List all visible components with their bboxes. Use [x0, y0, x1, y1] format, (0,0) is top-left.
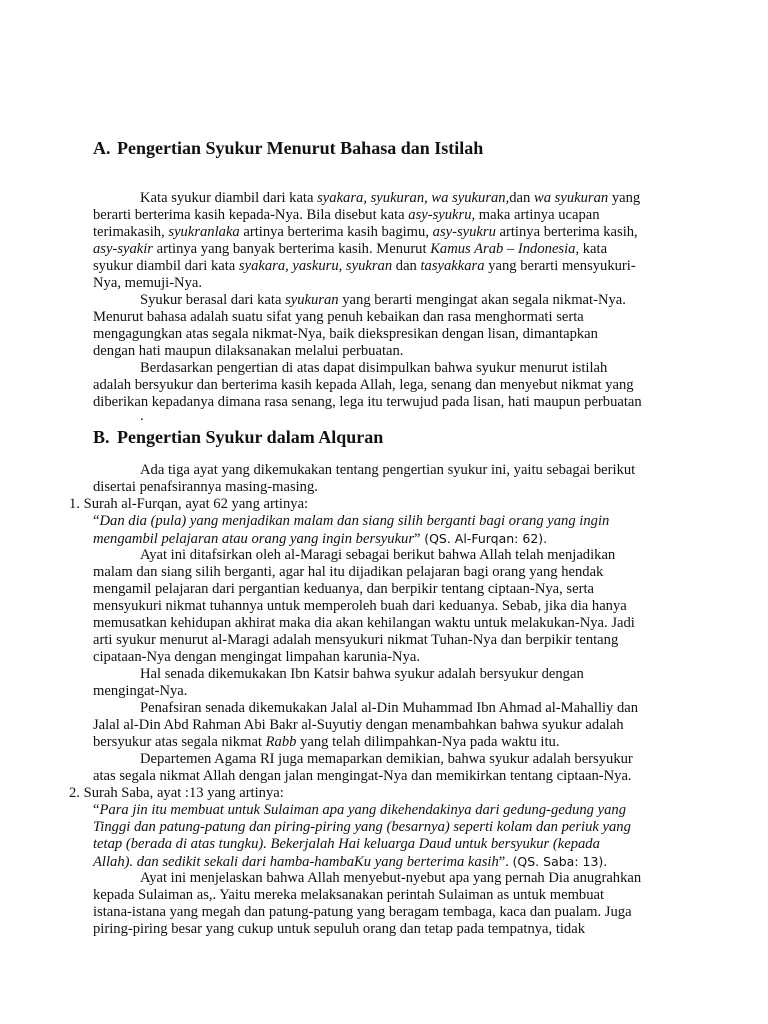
body-line	[93, 649, 420, 666]
text-run: tasyakkara	[420, 258, 485, 274]
text-run: tetap (berada di atas tungku). Bekerjalah Hai keluarga Daud untuk bersyukur (kepada	[93, 836, 600, 852]
text-run: mengamil pelajaran dari pergantian keduanya, dan berpikir tentang ciptaan-Nya, serta	[93, 581, 594, 597]
text-run: istana-istana yang megah dan patung-patung yang beragam tembaga, kaca dan pualam. Juga	[93, 904, 632, 920]
body-line	[93, 581, 594, 598]
quote-line	[93, 819, 631, 836]
text-run: Kata syukur diambil dari kata	[140, 190, 318, 206]
text-run: Para jin itu membuat untuk Sulaiman apa yang dikehendakinya dari gedung-gedung yang	[99, 802, 626, 818]
section-a-title: Pengertian Syukur Menurut Bahasa dan Istilah	[117, 138, 484, 158]
quote-line	[93, 530, 547, 548]
text-run: Syukur berasal dari kata	[140, 292, 286, 308]
text-run: Rabb	[265, 734, 297, 750]
text-run: Berdasarkan pengertian di atas dapat disimpulkan bahwa syukur menurut istilah	[140, 360, 608, 376]
body-line	[93, 598, 627, 615]
body-line	[140, 462, 635, 479]
list-item-1	[69, 496, 308, 513]
text-run: cipataan-Nya dengan mengingat limpahan karunia-Nya.	[93, 649, 421, 665]
text-run: yang berarti mengingat akan segala nikmat-Nya.	[338, 292, 626, 308]
body-line	[93, 394, 642, 411]
text-run: disertai penafsirannya masing-masing.	[93, 479, 318, 495]
text-run: Nya, memuji-Nya.	[93, 275, 203, 291]
text-run: ”	[414, 531, 425, 547]
body-line	[93, 207, 600, 224]
text-run: Tinggi dan patung-patung dan piring-piring yang (besarnya) seperti kolam dan periuk yang	[93, 819, 631, 835]
text-run: yang berarti mensyukuri-	[484, 258, 636, 274]
body-line	[93, 768, 632, 785]
body-line	[140, 547, 615, 564]
text-run: asy-syakir	[93, 241, 153, 257]
text-run: dan	[392, 258, 421, 274]
body-line	[140, 292, 626, 309]
text-run: ”.	[498, 854, 513, 870]
text-run: wa syukuran	[533, 190, 609, 206]
text-run: piring-piring besar yang cukup untuk sepuluh orang dan tetap pada tempatnya, tidak	[93, 921, 585, 937]
text-run: 2. Surah Saba, ayat :13 yang artinya:	[69, 785, 284, 801]
body-line	[93, 921, 585, 938]
body-line	[93, 343, 403, 360]
heading-section-b	[93, 427, 383, 448]
text-run: syukur diambil dari kata	[93, 258, 239, 274]
citation-text: (QS. Saba: 13).	[512, 854, 608, 869]
body-line	[93, 683, 187, 700]
text-run: atas segala nikmat Allah dengan jalan mengingat-Nya dan memikirkan tentang ciptaan-Nya.	[93, 768, 632, 784]
text-run: Kamus Arab – Indonesia,	[430, 241, 580, 257]
text-run: “	[93, 802, 100, 818]
text-run: arti syukur menurut al-Maragi adalah mensyukuri nikmat Tuhan-Nya dan berpikir tentang	[93, 632, 619, 648]
body-line	[93, 734, 559, 751]
body-line	[93, 224, 638, 241]
text-run: syukuran	[285, 292, 339, 308]
text-run: berarti berterima kasih kepada-Nya. Bila disebut kata	[93, 207, 409, 223]
text-run: memusatkan kehidupan akhirat maka dia akan kehilangan waktu untuk melakukan-Nya. Jadi	[93, 615, 635, 631]
body-line	[93, 258, 636, 275]
body-line	[140, 666, 584, 683]
text-run: yang	[608, 190, 641, 206]
text-run: Ayat ini ditafsirkan oleh al-Maragi sebagai berikut bahwa Allah telah menjadikan	[140, 547, 616, 563]
text-run: Dan dia (pula) yang menjadikan malam dan siang silih berganti bagi orang yang ingin	[99, 513, 610, 529]
text-run: Jalal al-Din Abd Rahman Abi Bakr al-Suyutiy dengan menambahkan bahwa syukur adalah	[93, 717, 624, 733]
section-a-marker: A.	[93, 138, 111, 158]
text-run: syakara, syukuran, wa syukuran,	[317, 190, 510, 206]
body-line	[140, 360, 607, 377]
text-run: Departemen Agama RI juga memaparkan demikian, bahwa syukur adalah bersyukur	[140, 751, 633, 767]
text-run: asy-syukru,	[408, 207, 476, 223]
text-run: artinya yang banyak berterima kasih. Menurut	[152, 241, 431, 257]
quote-line	[93, 513, 609, 530]
text-run: Penafsiran senada dikemukakan Jalal al-Din Muhammad Ibn Ahmad al-Mahalliy dan	[140, 700, 639, 716]
text-run: kepada Sulaiman as,. Yaitu mereka melaksanakan perintah Sulaiman as untuk membuat	[93, 887, 605, 903]
quote-line	[93, 853, 607, 871]
text-run: kata	[579, 241, 608, 257]
text-run: Ada tiga ayat yang dikemukakan tentang pengertian syukur ini, yaitu sebagai berikut	[140, 462, 636, 478]
body-line	[93, 904, 632, 921]
text-run: syakara, yaskuru, syukran	[238, 258, 393, 274]
quote-line	[93, 802, 626, 819]
text-run: Allah). dan sedikit sekali dari hamba-hambaKu yang berterima kasih	[93, 854, 499, 870]
body-line	[93, 479, 318, 496]
text-run: mengambil pelajaran atau orang yang ingin bersyukur	[93, 531, 415, 547]
text-run: terimakasih,	[93, 224, 169, 240]
text-run: .	[140, 408, 144, 424]
text-run: maka artinya ucapan	[475, 207, 600, 223]
body-line	[93, 564, 603, 581]
body-line	[140, 190, 640, 207]
body-line	[93, 887, 604, 904]
section-b-title: Pengertian Syukur dalam Alquran	[117, 427, 384, 447]
list-item-2	[69, 785, 284, 802]
text-run: dan	[509, 190, 534, 206]
body-line	[140, 408, 144, 425]
body-line	[140, 870, 641, 887]
text-run: dengan hati maupun dilaksanakan melalui perbuatan.	[93, 343, 404, 359]
text-run: mengingat-Nya.	[93, 683, 188, 699]
text-run: artinya berterima kasih,	[495, 224, 638, 240]
text-run: malam dan siang silih berganti, agar hal itu dijadikan pelajaran bagi orang yang hendak	[93, 564, 604, 580]
text-run: Menurut bahasa adalah suatu sifat yang penuh kebaikan dan rasa menghormati serta	[93, 309, 584, 325]
heading-section-a	[93, 138, 483, 159]
text-run: diberikan kepadanya dimana rasa senang, lega itu terwujud pada lisan, hati maupun perbuatan	[93, 394, 642, 410]
text-run: “	[93, 513, 100, 529]
body-line	[93, 275, 202, 292]
text-run: artinya berterima kasih bagimu,	[239, 224, 433, 240]
citation-text: (QS. Al-Furqan: 62).	[424, 531, 548, 546]
body-line	[93, 241, 607, 258]
body-line	[93, 717, 624, 734]
text-run: asy-syukru	[432, 224, 496, 240]
text-run: yang telah dilimpahkan-Nya pada waktu itu.	[296, 734, 560, 750]
text-run: syukranlaka	[168, 224, 240, 240]
text-run: bersyukur atas segala nikmat	[93, 734, 266, 750]
section-b-marker: B.	[93, 427, 110, 447]
body-line	[93, 309, 584, 326]
text-run: Hal senada dikemukakan Ibn Katsir bahwa syukur adalah bersyukur dengan	[140, 666, 584, 682]
text-run: adalah bersyukur dan berterima kasih kepada Allah, lega, senang dan menyebut nikmat yang	[93, 377, 634, 393]
text-run: mengagungkan atas segala nikmat-Nya, baik diekspresikan dengan lisan, dimantapkan	[93, 326, 598, 342]
quote-line	[93, 836, 600, 853]
body-line	[93, 632, 618, 649]
text-run: Ayat ini menjelaskan bahwa Allah menyebut-nyebut apa yang pernah Dia anugrahkan	[140, 870, 642, 886]
text-run: mensyukuri nikmat tuhannya untuk memperoleh buah dari keduanya. Sebab, jika dia hanya	[93, 598, 627, 614]
text-run: 1. Surah al-Furqan, ayat 62 yang artinya:	[69, 496, 309, 512]
body-line	[93, 326, 598, 343]
body-line	[140, 751, 633, 768]
body-line	[140, 700, 638, 717]
body-line	[93, 377, 634, 394]
body-line	[93, 615, 635, 632]
